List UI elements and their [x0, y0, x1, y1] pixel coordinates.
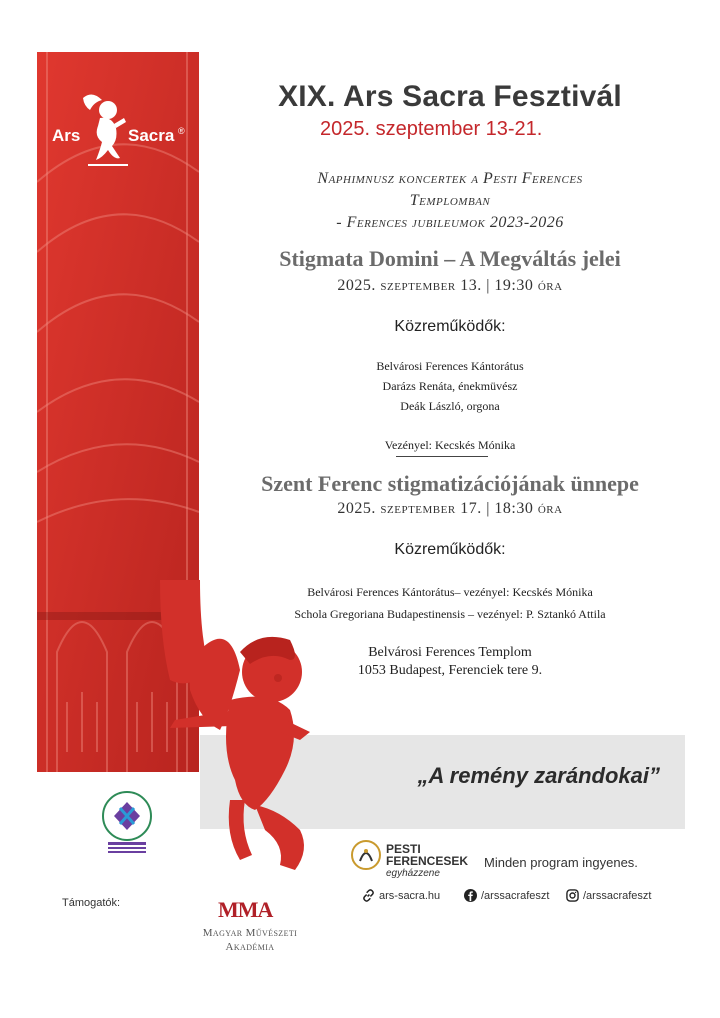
event2-contributor: Schola Gregoriana Budapestinensis – vezényel: P. Sztankó Attila: [294, 607, 606, 621]
pf-subtitle: egyházzene: [386, 868, 440, 879]
pf-line2: FERENCESEK: [386, 854, 469, 868]
pf-line1: PESTI: [386, 842, 421, 856]
event2-date: 2025. szeptember 17. | 18:30 óra: [337, 500, 563, 517]
event1-contributor: Darázs Renáta, énekmüvész: [382, 379, 518, 393]
instagram-link-text: /arssacrafeszt: [583, 889, 652, 902]
instagram-link[interactable]: [566, 889, 651, 902]
event2-contributor: Belvárosi Ferences Kántorátus– vezényel: Kecskés Mónika: [307, 585, 593, 599]
website-link-text: ars-sacra.hu: [379, 889, 441, 902]
event1-title: Stigmata Domini – A Megváltás jelei: [279, 246, 621, 271]
sponsors-label: Támogatók:: [62, 897, 121, 909]
event2-contributors-label: Közreműködők:: [394, 541, 506, 558]
pesti-ferencesek-name: [386, 843, 468, 867]
logo-sacra: Sacra: [128, 126, 175, 145]
facebook-icon: [464, 889, 477, 902]
mma-logo-icon: MMA: [218, 897, 273, 922]
instagram-icon: [566, 889, 579, 902]
venue-address: 1053 Budapest, Ferenciek tere 9.: [357, 663, 543, 678]
event1-contributors: [200, 356, 700, 416]
logo-registered: ®: [178, 126, 185, 136]
logo-ars: Ars: [52, 126, 81, 145]
cherub-illustration: [160, 580, 330, 880]
festival-title: XIX. Ars Sacra Fesztivál: [278, 80, 622, 113]
event1-contributor: Belvárosi Ferences Kántorátus: [376, 359, 524, 373]
subtitle-line2: Templomban: [409, 192, 491, 209]
motto: „A remény zarándokai”: [417, 763, 660, 788]
subtitle-line1: Naphimnusz koncertek a Pesti Ferences: [317, 170, 583, 187]
mma-name-line1: Magyar Művészeti: [202, 927, 298, 939]
event1-date: 2025. szeptember 13. | 19:30 óra: [337, 277, 563, 294]
pesti-ferencesek-logo-icon: [350, 839, 382, 871]
event1-contributor: Deák László, orgona: [400, 399, 500, 413]
festival-dates: 2025. szeptember 13-21.: [320, 118, 543, 140]
venue-name: Belvárosi Ferences Templom: [368, 645, 532, 660]
event2-title: Szent Ferenc stigmatizációjának ünnepe: [261, 471, 639, 496]
subtitle: [200, 168, 700, 234]
mma-name: [180, 926, 320, 954]
link-icon: [362, 889, 375, 902]
divider: [396, 456, 488, 457]
event1-contributors-label: Közreműködők:: [394, 318, 506, 335]
facebook-link-text: /arssacrafeszt: [481, 889, 550, 902]
facebook-link[interactable]: [464, 889, 549, 902]
free-programs-note: Minden program ingyenes.: [484, 855, 638, 870]
website-link[interactable]: [362, 889, 440, 902]
efffe-label-icon: [92, 786, 162, 856]
event1-conductor: Vezényel: Kecskés Mónika: [384, 438, 516, 452]
mma-name-line2: Akadémia: [225, 941, 275, 953]
subtitle-line3: - Ferences jubileumok 2023-2026: [336, 214, 564, 231]
